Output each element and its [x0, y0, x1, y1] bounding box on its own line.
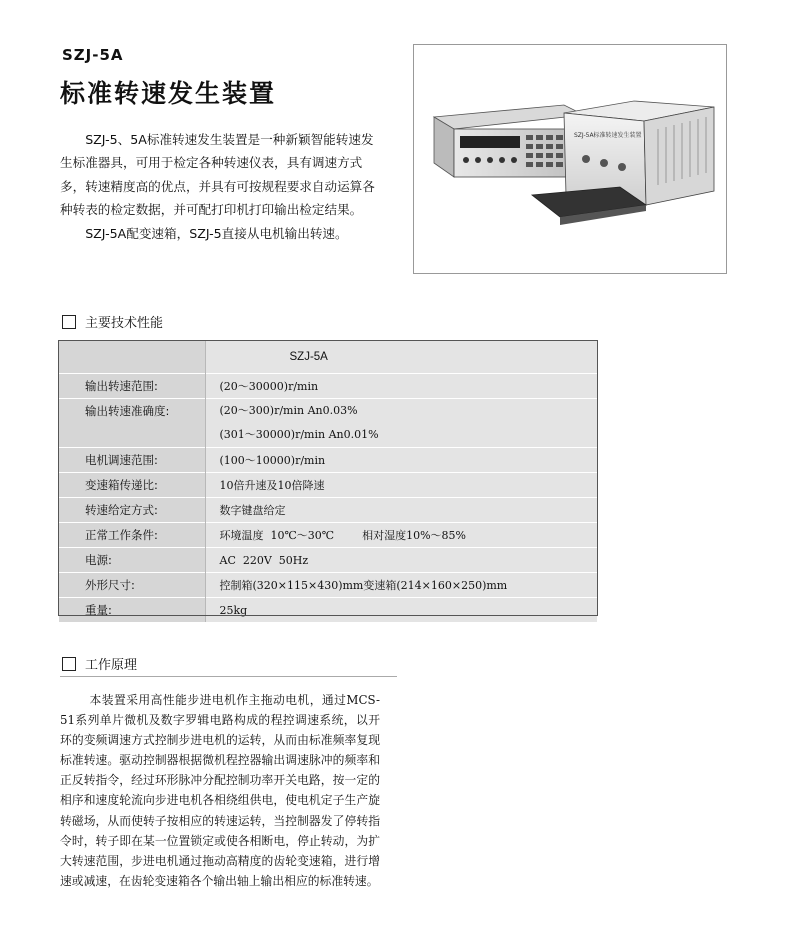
page-title: 标准转速发生装置: [60, 79, 277, 108]
table-row: [59, 473, 597, 498]
row-value: 控制箱(320×115×430)mm变速箱(214×160×250)mm: [205, 573, 597, 598]
principle-section-heading: [62, 654, 137, 673]
row-value: (20～30000)r/min: [205, 374, 597, 399]
row-label: 输出转速范围:: [59, 374, 205, 399]
row-value: AC 220V 50Hz: [205, 548, 597, 573]
checkbox-square-icon: [62, 315, 76, 329]
table-row: [59, 374, 597, 399]
table-header-row: [59, 341, 597, 374]
principle-heading-text: 工作原理: [85, 658, 138, 673]
table-row: [59, 448, 597, 473]
intro-paragraph-1: SZJ-5、5A标准转速发生装置是一种新颖智能转速发生标准器具，可用于检定各种转速仪表，具有调速方式多，转速精度高的优点，并具有可按规程要求自动运算各种转表的检定数据，并可配打印机打印输出检定结果。: [60, 132, 375, 218]
row-value: 环境温度 10℃～30℃ 相对湿度10%～85%: [205, 523, 597, 548]
table-row: [59, 498, 597, 523]
checkbox-square-icon: [62, 657, 76, 671]
row-value-line: (20～300)r/min An0.03%: [219, 404, 358, 417]
row-value: 25kg: [205, 598, 597, 623]
row-label: 变速箱传递比:: [59, 473, 205, 498]
row-label: 电机调速范围:: [59, 448, 205, 473]
row-label: 重量:: [59, 598, 205, 623]
row-label: 电源:: [59, 548, 205, 573]
row-label: 转速给定方式:: [59, 498, 205, 523]
product-model: SZJ-5A: [62, 46, 124, 64]
table-column-header: SZJ-5A: [205, 341, 597, 374]
table-row: [59, 399, 597, 448]
row-value: (100～10000)r/min: [205, 448, 597, 473]
row-value: 数字键盘给定: [205, 498, 597, 523]
table-row: [59, 573, 597, 598]
row-value-line: (301～30000)r/min An0.01%: [219, 428, 379, 441]
row-value: [205, 399, 597, 448]
table-row: [59, 598, 597, 623]
principle-text: 本装置采用高性能步进电机作主拖动电机，通过MCS-51系列单片微机及数字罗辑电路构成的程控调速系统，以开环的变频调速方式控制步进电机的运转，从而由标准频率复现标准转速。驱动控制器根据微机程控器输出调速脉冲的频率和正反转指令，经过环形脉冲分配控制功率开关电路，按一定的相序和速度轮流向步进电机各相绕组供电，使电机定子生产旋转磁场，从而使转子按相应的转速运转，当控制器发了停转指令时，转子即在某一位置锁定或使各相断电，停止转动，为扩大转速范围，步进电机通过拖动高精度的齿轮变速箱，进行增速或减速，在齿轮变速箱各个输出轴上输出相应的标准转速。: [60, 693, 380, 888]
row-label: 正常工作条件:: [59, 523, 205, 548]
table-row: [59, 548, 597, 573]
device-illustration: [414, 45, 726, 273]
intro-paragraph-2: SZJ-5A配变速箱，SZJ-5直接从电机输出转速。: [85, 225, 348, 241]
row-label: 外形尺寸:: [59, 573, 205, 598]
section-divider: [60, 676, 397, 677]
row-value: 10倍升速及10倍降速: [205, 473, 597, 498]
product-photo: [413, 44, 727, 274]
spec-section-heading: [62, 312, 163, 331]
spec-heading-text: 主要技术性能: [85, 316, 164, 331]
row-label: 输出转速准确度:: [59, 399, 205, 448]
table-header-empty: [59, 341, 205, 374]
intro-text: [60, 128, 380, 245]
table-row: [59, 523, 597, 548]
spec-table: [59, 341, 597, 622]
gearbox-label: SZJ-5A标准转速发生装置: [574, 132, 642, 139]
